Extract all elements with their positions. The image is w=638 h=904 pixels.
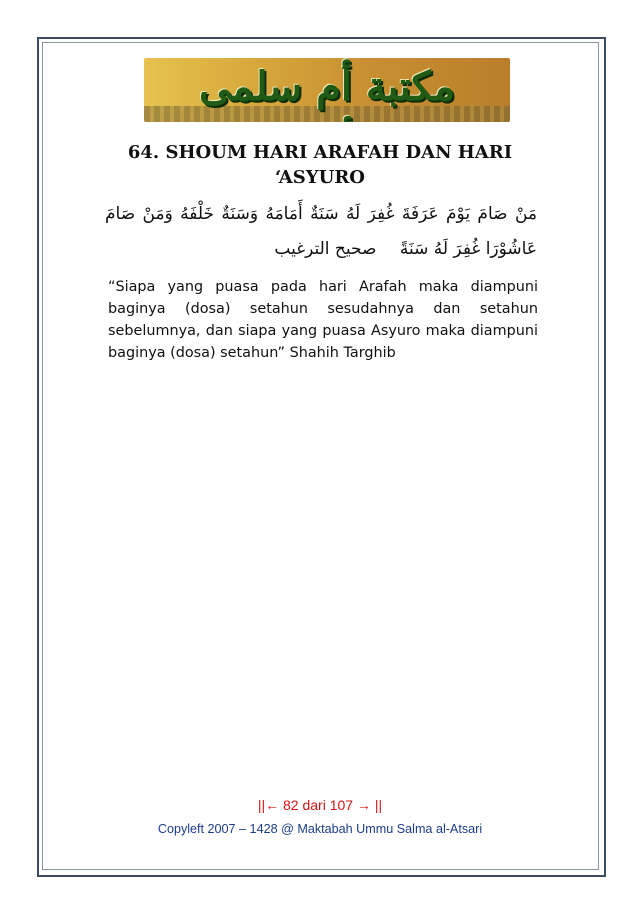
page-navigation	[180, 797, 460, 813]
logo-text: مكتبة أم سلمى	[198, 63, 456, 110]
page-counter: 82 dari 107	[283, 797, 354, 813]
hadith-translation: “Siapa yang puasa pada hari Arafah maka diampuni baginya (dosa) setahun sesudahnya dan setahun sebelumnya, dan siapa yang puasa Asyuro maka diampuni baginya (dosa) setahun” Shahih Targhib	[108, 279, 538, 361]
nav-prefix: ||	[257, 797, 266, 813]
hadith-arabic-source: صحيح الترغيب	[274, 239, 377, 259]
copyleft-notice: Copyleft 2007 – 1428 @ Maktabah Ummu Salma al-Atsari	[157, 822, 483, 836]
chapter-title	[110, 140, 530, 190]
chapter-title-line1	[110, 140, 530, 165]
nav-suffix: ||	[374, 797, 383, 813]
chapter-number: 64.	[127, 142, 160, 163]
prev-page-arrow-icon[interactable]: ←	[265, 797, 280, 813]
hadith-arabic	[105, 197, 537, 267]
next-page-arrow-icon[interactable]: →	[356, 797, 371, 813]
chapter-title-text: SHOUM HARI ARAFAH DAN HARI	[165, 142, 513, 163]
chapter-title-line2: ‘ASYURO	[275, 167, 365, 188]
hadith-arabic-text: مَنْ صَامَ يَوْمَ عَرَفَةَ غُفِرَ لَهُ سَنَةٌ أَمَامَهُ وَسَنَةٌ خَلْفَهُ وَمَنْ صَامَ عَاشُوْرَا غُفِرَ لَهُ سَنَةً	[105, 204, 537, 259]
library-logo-banner	[144, 58, 510, 122]
